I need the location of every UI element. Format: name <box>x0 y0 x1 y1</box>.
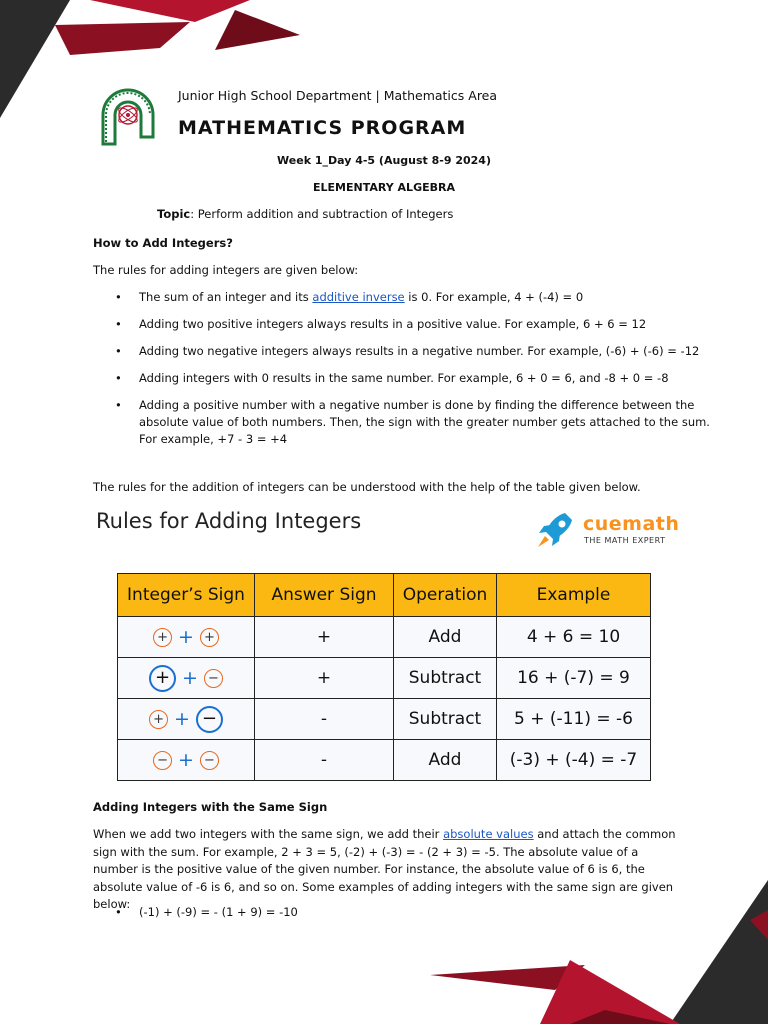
rules-table <box>117 573 651 781</box>
plus-circle-icon: + <box>149 710 168 729</box>
minus-circle-icon: − <box>204 669 223 688</box>
same-sign-paragraph: When we add two integers with the same sign, we add their absolute values and attach the common sign with the sum. For example, 2 + 3 = 5, (-2) + (-3) = - (2 + 3) = -5. The absolute value of a number is the positive value of the given number. For instance, the absolute value of 6 is 6, the absolute value of -6 is 6, and so on. Some examples of adding integers with the same sign are given below: <box>93 827 676 911</box>
operation: Subtract <box>394 699 497 740</box>
rule-item-4: • Adding integers with 0 results in the same number. For example, 6 + 0 = 6, and -8 + 0 = -8 <box>139 370 729 387</box>
topic-line <box>157 207 453 221</box>
table-row <box>118 658 651 699</box>
minus-circle-icon: − <box>153 751 172 770</box>
answer-sign: + <box>255 658 394 699</box>
operation: Subtract <box>394 658 497 699</box>
cuemath-brand: cuemath <box>583 513 680 535</box>
school-logo <box>95 82 161 148</box>
table-intro: The rules for the addition of integers can be understood with the help of the table given below. <box>93 480 641 494</box>
heading-same-sign: Adding Integers with the Same Sign <box>93 800 328 814</box>
minus-circle-icon: − <box>200 751 219 770</box>
answer-sign: - <box>255 740 394 781</box>
same-sign-examples <box>93 905 298 919</box>
heading-add-integers: How to Add Integers? <box>93 236 233 250</box>
program-title: MATHEMATICS PROGRAM <box>178 117 467 139</box>
table-row <box>118 740 651 781</box>
week-label: Week 1_Day 4-5 (August 8-9 2024) <box>277 154 491 167</box>
topic-label: Topic <box>157 207 191 221</box>
operation: Add <box>394 617 497 658</box>
answer-sign: - <box>255 699 394 740</box>
rocket-icon <box>535 510 577 550</box>
answer-sign: + <box>255 617 394 658</box>
example: 4 + 6 = 10 <box>497 617 651 658</box>
table-row <box>118 699 651 740</box>
department-label: Junior High School Department | Mathematics Area <box>178 88 498 103</box>
table-row <box>118 617 651 658</box>
plus-circle-large-icon: + <box>149 665 176 692</box>
sign-pair: + + − <box>118 699 255 740</box>
rule-item-5: • Adding a positive number with a negative number is done by finding the difference between the absolute value of both numbers. Then, the sign with the greater number gets attached to the sum. For example, +7 - 3 = +4 <box>139 397 729 448</box>
example: 16 + (-7) = 9 <box>497 658 651 699</box>
additive-inverse-link[interactable]: additive inverse <box>312 290 405 304</box>
sign-pair: − + − <box>118 740 255 781</box>
col-integer-sign: Integer’s Sign <box>118 574 255 617</box>
table-header-row <box>118 574 651 617</box>
cuemath-tagline: THE MATH EXPERT <box>584 536 666 545</box>
topic-text: : Perform addition and subtraction of Integers <box>190 207 454 221</box>
example: 5 + (-11) = -6 <box>497 699 651 740</box>
rules-image-title: Rules for Adding Integers <box>96 509 362 533</box>
subject-label: ELEMENTARY ALGEBRA <box>313 181 455 194</box>
operation: Add <box>394 740 497 781</box>
example-item-1: • (-1) + (-9) = - (1 + 9) = -10 <box>139 905 298 919</box>
example: (-3) + (-4) = -7 <box>497 740 651 781</box>
rule-item-2: • Adding two positive integers always results in a positive value. For example, 6 + 6 = 12 <box>139 316 729 333</box>
rules-intro: The rules for adding integers are given below: <box>93 263 359 277</box>
rules-list <box>93 289 729 458</box>
absolute-values-link[interactable]: absolute values <box>443 827 534 841</box>
sign-pair: + + + <box>118 617 255 658</box>
sign-pair: + + − <box>118 658 255 699</box>
minus-circle-large-icon: − <box>196 706 223 733</box>
plus-circle-icon: + <box>153 628 172 647</box>
rule-item-1: • The sum of an integer and its additive inverse is 0. For example, 4 + (-4) = 0 <box>139 289 729 306</box>
plus-circle-icon: + <box>200 628 219 647</box>
col-operation: Operation <box>394 574 497 617</box>
rule-item-3: • Adding two negative integers always results in a negative number. For example, (-6) + (-6) = -12 <box>139 343 729 360</box>
col-answer-sign: Answer Sign <box>255 574 394 617</box>
col-example: Example <box>497 574 651 617</box>
